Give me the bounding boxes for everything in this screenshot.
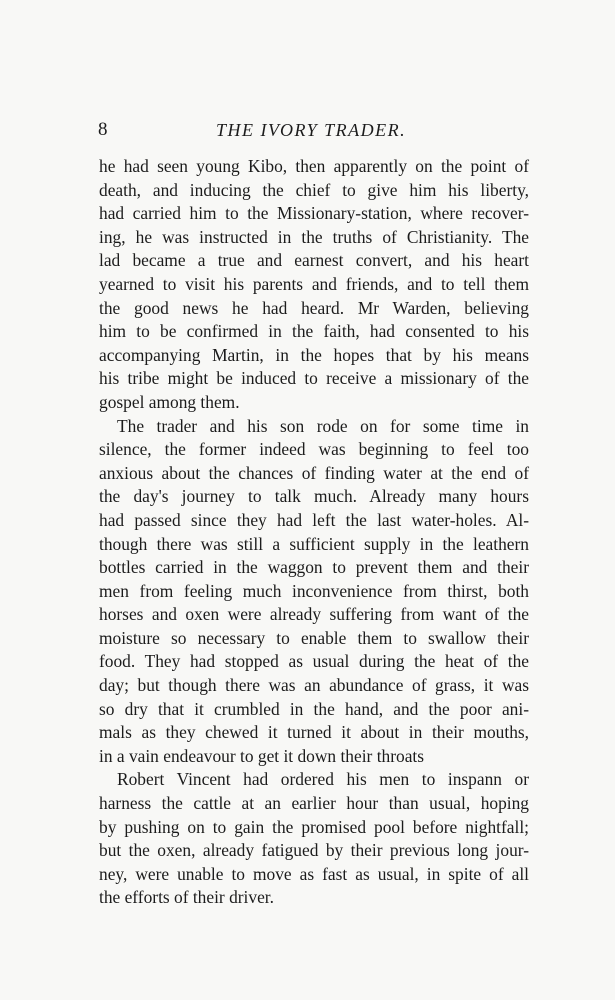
text-line: day; but though there was an abundance of grass, it was [99, 675, 529, 696]
text-line: death, and inducing the chief to give him his liberty, [99, 179, 529, 200]
text-line: harness the cattle at an earlier hour than usual, hoping [99, 793, 529, 814]
paragraph [99, 155, 529, 415]
paragraph [99, 768, 529, 910]
text-line: anxious about the chances of finding water at the end of [99, 462, 529, 483]
text-line: though there was still a sufficient supply in the leathern [99, 533, 529, 554]
text-line: had passed since they had left the last water-holes. Al- [99, 509, 529, 530]
text-line: the day's journey to talk much. Already many hours [99, 486, 529, 507]
text-line: him to be confirmed in the faith, had consented to his [99, 321, 529, 342]
running-head [98, 118, 528, 142]
text-line: lad became a true and earnest convert, and his heart [99, 250, 529, 271]
page-number: 8 [98, 119, 108, 140]
text-line: Robert Vincent had ordered his men to inspann or [117, 769, 529, 790]
text-line: men from feeling much inconvenience from thirst, both [99, 580, 529, 601]
text-line: food. They had stopped as usual during the heat of the [99, 651, 529, 672]
text-line: accompanying Martin, in the hopes that by his means [99, 344, 529, 365]
text-line: The trader and his son rode on for some time in [117, 415, 529, 436]
text-line: had carried him to the Missionary-station, where recover- [99, 203, 529, 224]
text-line: ney, were unable to move as fast as usual, in spite of all [99, 863, 529, 884]
body-text [99, 155, 529, 910]
running-title: THE IVORY TRADER. [216, 120, 407, 140]
text-line: but the oxen, already fatigued by their previous long jour- [99, 840, 529, 861]
text-line: the efforts of their driver. [99, 887, 274, 908]
text-line: mals as they chewed it turned it about in their mouths, [99, 722, 529, 743]
text-line: silence, the former indeed was beginning to feel too [99, 439, 529, 460]
text-line: in a vain endeavour to get it down their throats [99, 745, 425, 766]
text-line: by pushing on to gain the promised pool before nightfall; [99, 816, 529, 837]
text-line: ing, he was instructed in the truths of Christianity. The [99, 226, 529, 247]
text-line: horses and oxen were already suffering from want of the [99, 604, 529, 625]
text-line: he had seen young Kibo, then apparently on the point of [99, 156, 529, 176]
paragraph [99, 415, 529, 769]
text-line: so dry that it crumbled in the hand, and the poor ani- [99, 698, 529, 719]
text-line: yearned to visit his parents and friends, and to tell them [99, 273, 529, 294]
text-line: his tribe might be induced to receive a missionary of the [99, 368, 529, 389]
text-line: the good news he had heard. Mr Warden, believing [99, 297, 529, 318]
text-line: bottles carried in the waggon to prevent them and their [99, 557, 529, 578]
text-line: moisture so necessary to enable them to swallow their [99, 627, 529, 648]
text-line: gospel among them. [99, 391, 240, 412]
